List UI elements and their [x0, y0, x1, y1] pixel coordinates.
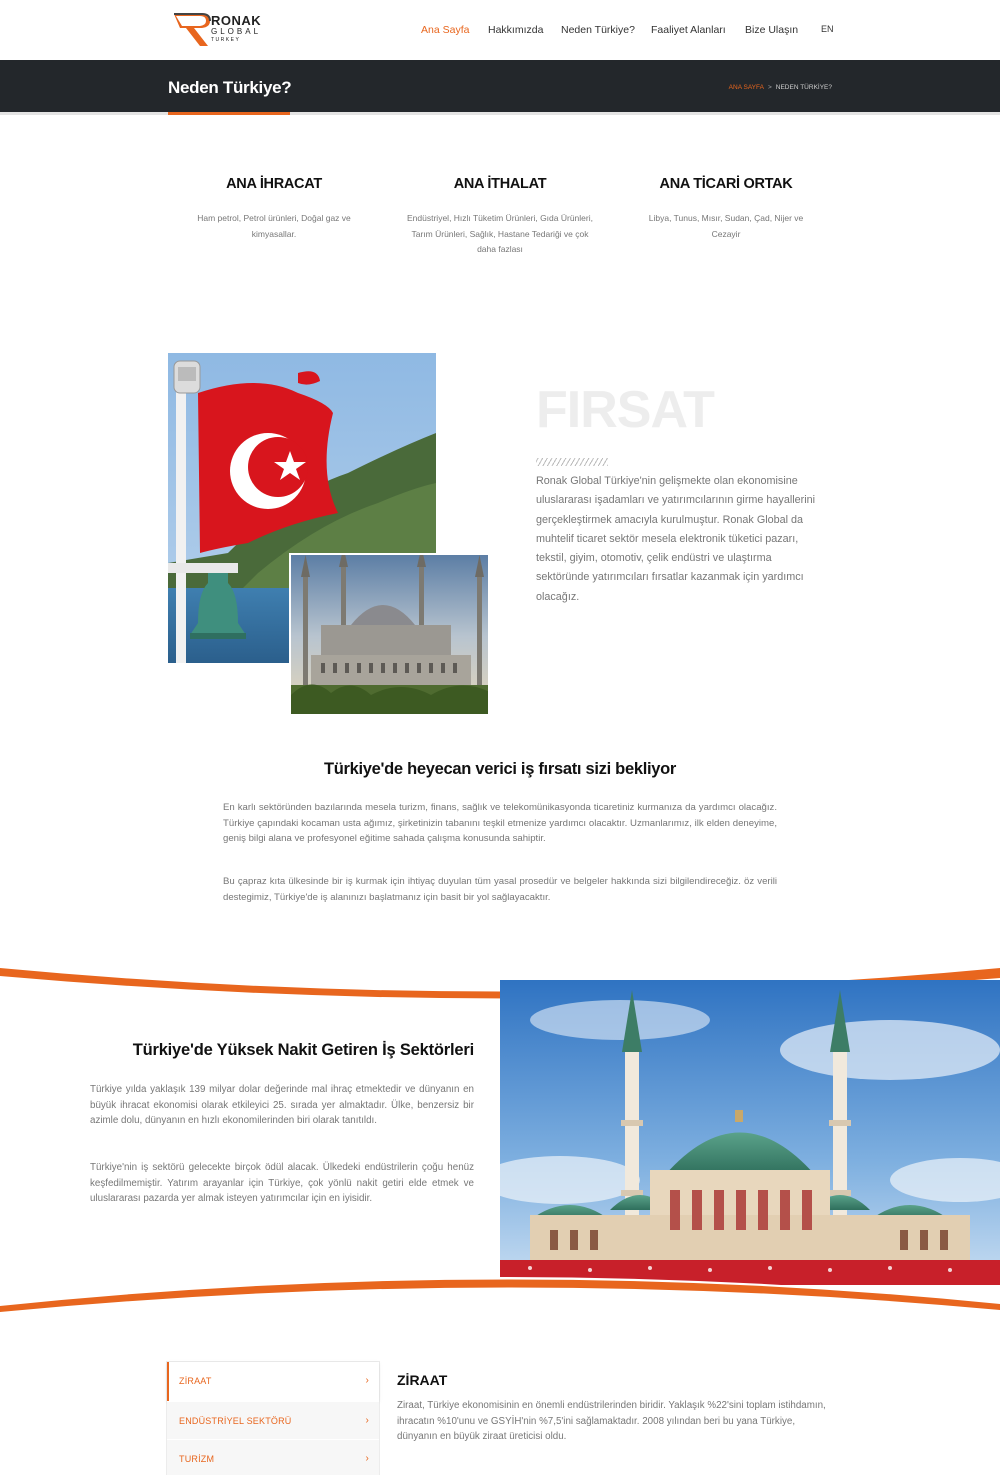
- sectors-paragraph-1: Türkiye yılda yaklaşık 139 milyar dolar değerinde mal ihraç etmektedir ve dünyanın en büyük ihracat ekonomisi olarak etkileyici 25. sırada yer almaktadır. Ülke, benzersiz bir azimle dolu, dünyanın en hızlı ekonomilerinden biri olarak tanıtıldı.: [90, 1084, 474, 1126]
- opportunity-heading: Türkiye'de heyecan verici iş fırsatı sizi bekliyor: [323, 760, 677, 778]
- bottom-orange-wave: [0, 1262, 1000, 1314]
- nav-why-turkey[interactable]: Neden Türkiye?: [561, 24, 635, 36]
- nav-activities[interactable]: Faaliyet Alanları: [651, 24, 726, 36]
- main-export-title: ANA İHRACAT: [226, 176, 322, 192]
- sector-tabs: [166, 1361, 380, 1475]
- tab-tourism-label: TURİZM: [179, 1454, 215, 1464]
- sectors-heading: Türkiye'de Yüksek Nakit Getiren İş Sektörleri: [132, 1041, 474, 1059]
- tab-industrial-label: ENDÜSTRİYEL SEKTÖRÜ: [179, 1415, 292, 1426]
- title-accent-underline: [168, 112, 290, 115]
- chevron-right-icon: ›: [365, 1375, 369, 1386]
- page-title-bar: [0, 60, 1000, 112]
- logo-sub2: TURKEY: [211, 37, 241, 43]
- firsat-watermark-heading: FIRSAT: [536, 381, 714, 439]
- breadcrumb-separator: >: [767, 84, 772, 91]
- tab-agriculture-label: ZİRAAT: [179, 1376, 212, 1386]
- breadcrumb-current: NEDEN TÜRKİYE?: [775, 84, 832, 91]
- taksim-mosque-image: [500, 980, 1000, 1285]
- main-export-column: [169, 176, 379, 242]
- main-import-column: [395, 176, 605, 258]
- site-header: [0, 0, 1000, 60]
- main-partner-title: ANA TİCARİ ORTAK: [659, 176, 793, 192]
- breadcrumb-home[interactable]: ANA SAYFA: [728, 84, 764, 91]
- main-import-text: Endüstriyel, Hızlı Tüketim Ürünleri, Gıda Ürünleri, Tarım Ürünleri, Sağlık, Hastane Tedariği ve çok daha fazlası: [407, 213, 593, 254]
- main-export-text: Ham petrol, Petrol ürünleri, Doğal gaz ve kimyasallar.: [197, 213, 351, 239]
- blue-mosque-image: [289, 553, 490, 716]
- breadcrumb: [729, 84, 832, 91]
- decorative-stripes: [536, 458, 608, 466]
- opportunity-paragraph-2: Bu çapraz kıta ülkesinde bir iş kurmak için ihtiyaç duyulan tüm yasal prosedür ve belgeler hakkında sizi bilgilendireceğiz. öz verili destegimiz, Türkiye'de iş alanınızı başlatmanız için basit bir yol sağlayacaktır.: [223, 876, 777, 903]
- main-partner-text: Libya, Tunus, Mısır, Sudan, Çad, Nijer ve Cezayir: [648, 213, 804, 239]
- tab-tourism[interactable]: [167, 1439, 379, 1475]
- sectors-paragraph-2: Türkiye'nin iş sektörü gelecekte birçok ödül alacak. Ülkedeki endüstrilerin çoğu henüz keşfedilmemiştir. Yatırım arayanlar için Türkiye, çok yönlü nakit getiri elde etmek ve uluslararası pazarda yer almak isteyen yatırımcılar için en iyisidir.: [90, 1162, 474, 1204]
- firsat-paragraph: Ronak Global Türkiye'nin gelişmekte olan ekonomisine uluslararası işadamları ve yatırımcılarının girme hayallerini gerçekleştirmek amacıyla kurulmuştur. Ronak Global da muhtelif ticaret sektör mesela elektronik tüketici pazarı, tekstil, giyim, otomotiv, çelik endüstri ve ulaştırma sektöründe yatırımcıları fırsatlar kazanmak için yardımcı olacağız.: [536, 475, 816, 603]
- chevron-right-icon: ›: [365, 1414, 369, 1426]
- main-nav: [0, 24, 1000, 38]
- opportunity-paragraph-1: En karlı sektöründen bazılarında mesela turizm, finans, sağlık ve telekomünikasyonda ticaretiniz kurmanıza da yardımcı olacağız. Türkiye çapındaki kocaman usta ağımız, şirketinizin tabanını teşkil etmenize yardımcı olacaktır. Uzmanlarımız, ilk elden deneyime, geniş bilgi alana ve profesyonel eğitime sahada çalışma konusunda sahiptir.: [223, 802, 777, 844]
- chevron-right-icon: ›: [365, 1453, 369, 1464]
- tab-industrial[interactable]: [167, 1401, 379, 1440]
- main-partner-column: [621, 176, 831, 242]
- page-title: Neden Türkiye?: [168, 78, 292, 97]
- nav-language-en[interactable]: EN: [821, 24, 834, 34]
- logo-sub: GLOBAL: [211, 27, 262, 36]
- tab-content-title: ZİRAAT: [397, 1372, 448, 1388]
- tab-content-text: Ziraat, Türkiye ekonomisinin en önemli endüstrilerinden biridir. Yaklaşık %22'sini toplam istihdamın, ihracatın %10'unu ve GSYİH'nin %7,5'ini sağlamaktadır. 2008 yılından beri bu yana Türkiye, dünyanın en büyük ziraat üreticisi oldu.: [397, 1400, 826, 1442]
- main-import-title: ANA İTHALAT: [453, 176, 547, 192]
- nav-contact[interactable]: Bize Ulaşın: [745, 24, 799, 36]
- title-bar-divider: [0, 112, 1000, 115]
- nav-about[interactable]: Hakkımızda: [488, 24, 544, 36]
- tab-agriculture[interactable]: [167, 1362, 379, 1401]
- logo-brand: RONAK: [211, 13, 262, 28]
- nav-home[interactable]: Ana Sayfa: [421, 24, 470, 36]
